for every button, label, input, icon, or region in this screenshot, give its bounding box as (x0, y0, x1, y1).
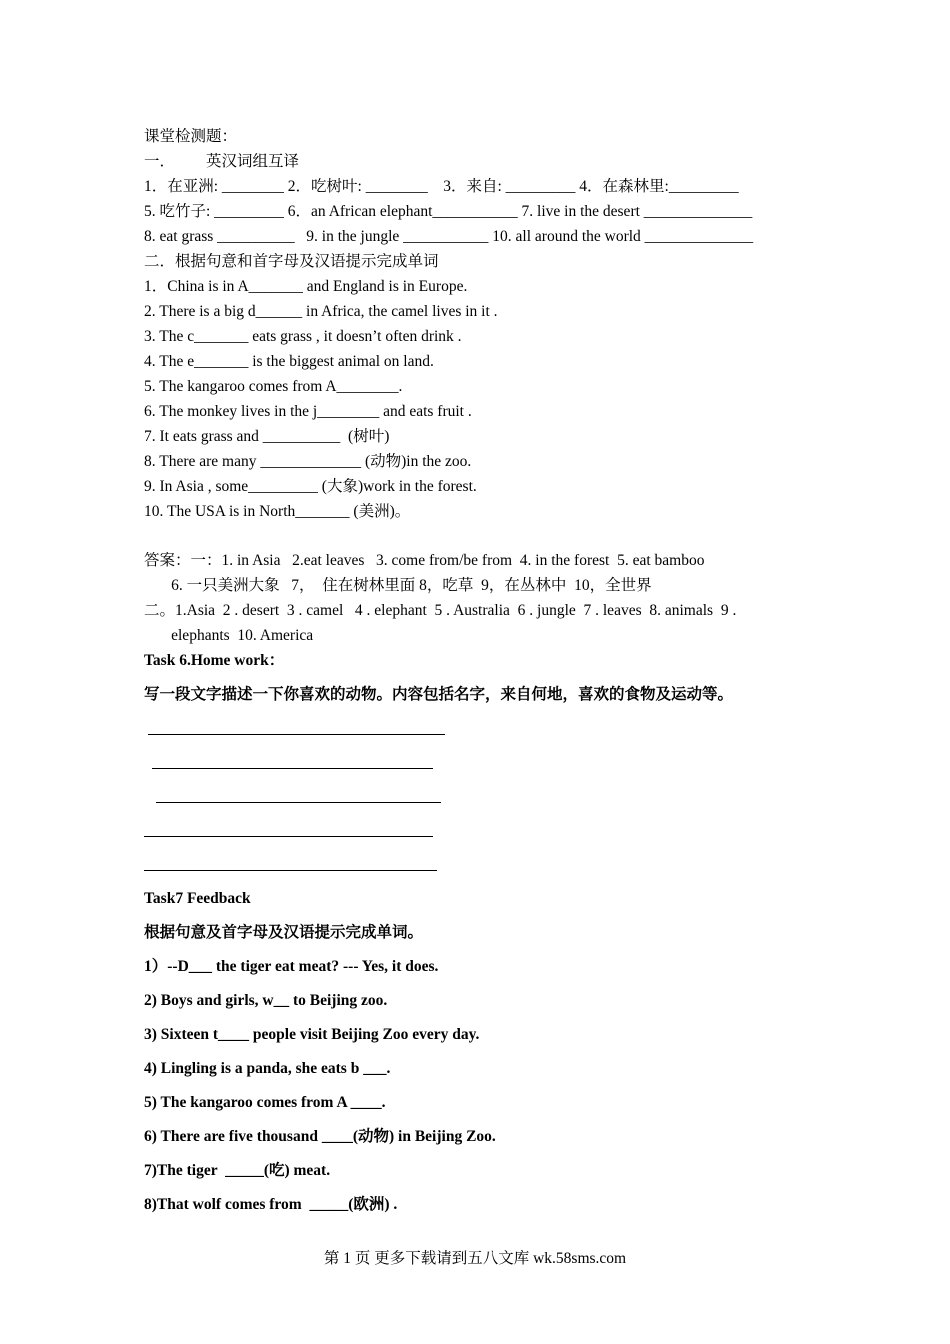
writing-line (148, 734, 445, 735)
section2-line: 1．China is in A_______ and England is in Europe. (144, 278, 468, 295)
answers-line: 答案：一：1. in Asia 2.eat leaves 3. come from/be from 4. in the forest 5. eat bamboo (144, 552, 705, 569)
section1-line: 5. 吃竹子: _________ 6．an African elephant___________ 7. live in the desert ______________ (144, 203, 753, 220)
homework-instruction: 写一段文字描述一下你喜欢的动物。内容包括名字，来自何地，喜欢的食物及运动等。 (144, 686, 734, 703)
page-footer: 第 1 页 更多下载请到五八文库 wk.58sms.com (323, 1250, 627, 1267)
writing-line (144, 870, 437, 871)
feedback-title: Task7 Feedback (144, 890, 251, 907)
section2-line: 2. There is a big d______ in Africa, the camel lives in it . (144, 303, 498, 320)
section2-line: 3. The c_______ eats grass , it doesn’t often drink . (144, 328, 462, 345)
feedback-item: 7)The tiger _____(吃) meat. (144, 1162, 331, 1179)
section2-line: 6. The monkey lives in the j________ and eats fruit . (144, 403, 472, 420)
writing-line (156, 802, 441, 803)
feedback-instruction: 根据句意及首字母及汉语提示完成单词。 (144, 924, 424, 941)
section1-line: 1．在亚洲: ________ 2．吃树叶: ________ 3．来自: _________ 4．在森林里:_________ (144, 178, 739, 195)
section2-line: 4. The e_______ is the biggest animal on land. (144, 353, 434, 370)
section2-line: 10. The USA is in North_______ (美洲)。 (144, 503, 411, 520)
feedback-item: 3) Sixteen t____ people visit Beijing Zoo every day. (144, 1026, 480, 1043)
feedback-item: 8)That wolf comes from _____(欧洲) . (144, 1196, 398, 1213)
feedback-item: 2) Boys and girls, w__ to Beijing zoo. (144, 992, 388, 1009)
answers-line: 6. 一只美洲大象 7， 住在树林里面 8，吃草 9，在丛林中 10，全世界 (144, 577, 652, 594)
section2-line: 5. The kangaroo comes from A________. (144, 378, 403, 395)
feedback-item: 6) There are five thousand ____(动物) in Beijing Zoo. (144, 1128, 496, 1145)
section1-heading: 一． 英汉词组互译 (144, 153, 300, 170)
section2-line: 9. In Asia , some_________ (大象)work in the forest. (144, 478, 477, 495)
section2-heading: 二．根据句意和首字母及汉语提示完成单词 (144, 253, 439, 270)
feedback-item: 1）--D___ the tiger eat meat? --- Yes, it does. (144, 958, 439, 975)
answers-line: elephants 10. America (144, 627, 314, 644)
section2-line: 8. There are many _____________ (动物)in the zoo. (144, 453, 472, 470)
answers-line: 二。1.Asia 2 . desert 3 . camel 4 . elephant 5 . Australia 6 . jungle 7 . leaves 8. animals 9 . (144, 602, 737, 619)
writing-line (152, 768, 433, 769)
exercise-title: 课堂检测题： (144, 128, 238, 145)
section1-line: 8. eat grass __________ 9. in the jungle ___________ 10. all around the world ______________ (144, 228, 754, 245)
section2-line: 7. It eats grass and __________ (树叶) (144, 428, 390, 445)
feedback-item: 5) The kangaroo comes from A ____. (144, 1094, 386, 1111)
homework-title: Task 6.Home work： (144, 652, 285, 669)
writing-line (144, 836, 433, 837)
feedback-item: 4) Lingling is a panda, she eats b ___. (144, 1060, 391, 1077)
